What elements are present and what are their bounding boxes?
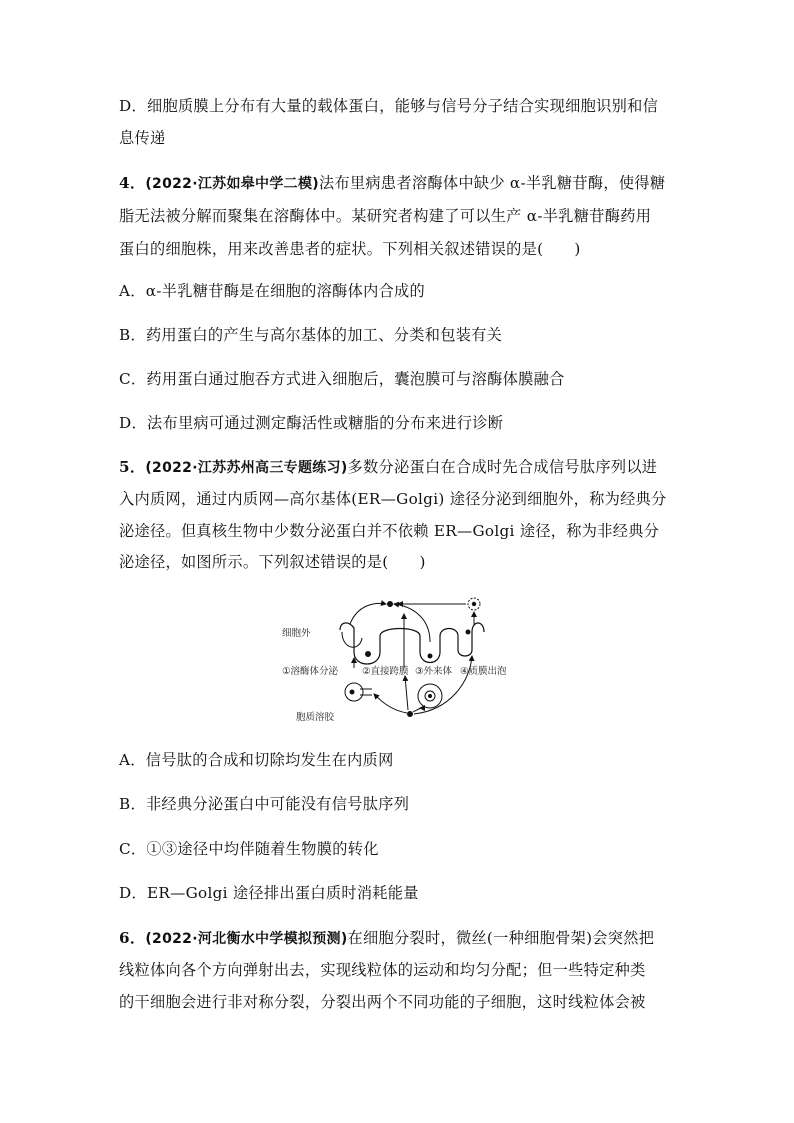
q5-option-c: C．①③途径中均伴随着生物膜的转化 (119, 840, 379, 858)
q4-option-d: D．法布里病可通过测定酶活性或糖脂的分布来进行诊断 (119, 414, 504, 432)
protein-dot (387, 601, 393, 607)
protein-dot (350, 690, 355, 695)
q4-source: (2022·江苏如皋中学二模) (145, 176, 319, 192)
q6-source: (2022·河北衡水中学模拟预测) (145, 931, 348, 947)
q4-number: 4． (119, 174, 146, 192)
q5-number: 5． (119, 458, 146, 476)
protein-dot (365, 651, 371, 657)
label-outside: 细胞外 (282, 628, 311, 639)
q5-option-a: A．信号肽的合成和切除均发生在内质网 (119, 751, 394, 769)
q5-option-b: B．非经典分泌蛋白中可能没有信号肽序列 (119, 795, 410, 813)
q5-stem-line4: 泌途径，如图所示。下列叙述错误的是( ) (119, 553, 426, 571)
q6-stem-line3: 的干细胞会进行非对称分裂，分裂出两个不同功能的子细胞，这时线粒体会被 (119, 993, 646, 1011)
label-path4: ④质膜出泡 (460, 666, 507, 677)
protein-dot (472, 602, 476, 606)
q4-stem-line3: 蛋白的细胞株，用来改善患者的症状。下列相关叙述错误的是( ) (119, 240, 581, 258)
q5-stem-line1 (119, 456, 679, 479)
lysosome-pocket (342, 632, 362, 647)
arrow (405, 676, 408, 710)
secretion-pathway-diagram (280, 592, 520, 722)
q6-stem-line2: 线粒体向各个方向弹射出去，实现线粒体的运动和均匀分配；但一些特定种类 (119, 961, 646, 979)
protein-source-dot (407, 711, 413, 717)
q4-stem-line2: 脂无法被分解而聚集在溶酶体中。某研究者构建了可以生产 α-半乳糖苷酶药用 (119, 207, 652, 225)
q5-stem-text: 多数分泌蛋白在合成时先合成信号肽序列以进 (347, 458, 658, 476)
label-path2: ②直接跨膜 (362, 666, 409, 677)
q4-stem-line1 (119, 172, 679, 195)
label-path1: ①溶酶体分泌 (282, 666, 339, 677)
q6-stem-text: 在细胞分裂时，微丝(一种细胞骨架)会突然把 (347, 929, 655, 947)
q4-option-c: C．药用蛋白通过胞吞方式进入细胞后，囊泡膜可与溶酶体膜融合 (119, 370, 565, 388)
plasma-membrane (340, 623, 484, 664)
q4-option-a: A．α-半乳糖苷酶是在细胞的溶酶体内合成的 (119, 282, 426, 300)
q6-stem-line1 (119, 927, 679, 950)
q3-option-d-line1: D．细胞质膜上分布有大量的载体蛋白，能够与信号分子结合实现细胞识别和信 (119, 97, 659, 115)
protein-dot (428, 654, 433, 659)
q5-stem-line3: 泌途径。但真核生物中少数分泌蛋白并不依赖 ER—Golgi 途径，称为非经典分 (119, 522, 660, 540)
q6-number: 6． (119, 929, 146, 947)
q4-option-b: B．药用蛋白的产生与高尔基体的加工、分类和包装有关 (119, 326, 503, 344)
arrow (374, 694, 407, 713)
arrow (350, 603, 386, 624)
arrow (413, 708, 421, 712)
q5-stem-line2: 入内质网，通过内质网—高尔基体(ER—Golgi) 途径分泌到细胞外，称为经典分 (119, 490, 667, 508)
q4-stem-text: 法布里病患者溶酶体中缺少 α-半乳糖苷酶，使得糖 (318, 174, 666, 192)
label-path3: ③外来体 (415, 666, 453, 677)
q3-option-d-line2: 息传递 (119, 129, 166, 147)
arrow (394, 604, 430, 642)
q5-source: (2022·江苏苏州高三专题练习) (145, 460, 348, 476)
protein-dot (466, 630, 471, 635)
protein-dot (428, 694, 432, 698)
q5-option-d: D．ER—Golgi 途径排出蛋白质时消耗能量 (119, 884, 419, 902)
label-cytosol: 胞质溶胶 (296, 712, 335, 722)
